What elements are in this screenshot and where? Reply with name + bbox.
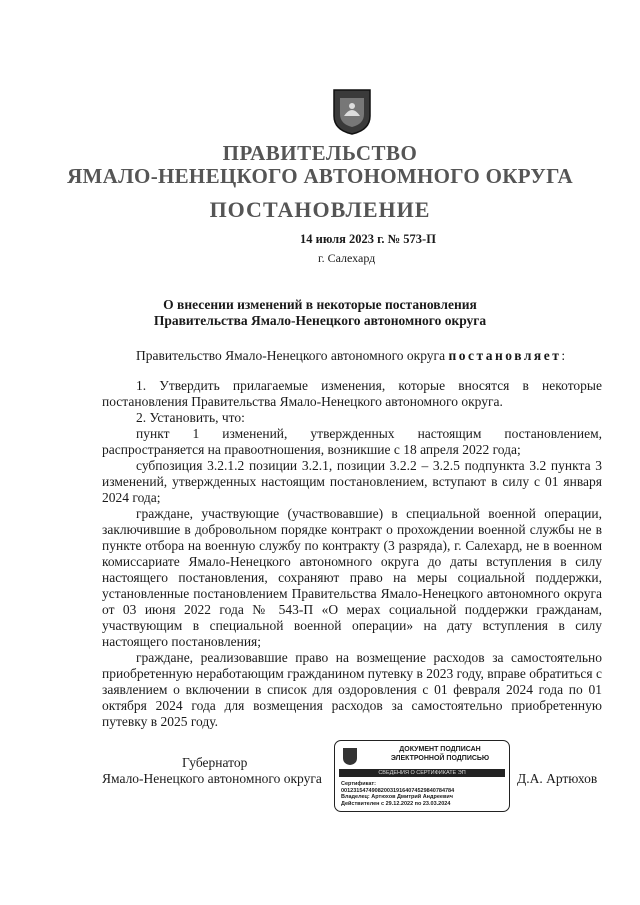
preamble: Правительство Ямало-Ненецкого автономного округа постановляет: [136,348,566,363]
stamp-details [341,781,454,807]
date-number: 14 июля 2023 г. № 573-П [300,232,436,246]
resolution-heading-line2: Правительства Ямало-Ненецкого автономного округа [153,313,487,328]
cert-validity: Действителен с 29.12.2022 по 23.03.2024 [341,800,451,807]
stamp-title-line1: ДОКУМЕНТ ПОДПИСАН [399,746,481,753]
stamp-title-line2: ЭЛЕКТРОННОЙ ПОДПИСЬЮ [390,755,490,762]
resolution-body [102,378,602,730]
signer-role-line1: Губернатор [182,755,248,770]
government-title-line2: ЯМАЛО-НЕНЕЦКОГО АВТОНОМНОГО ОКРУГА [67,164,573,188]
stamp-bar: СВЕДЕНИЯ О СЕРТИФИКАТЕ ЭП [339,769,505,777]
stamp-title [375,745,505,763]
stamp-emblem-icon [341,746,359,766]
city: г. Салехард [318,251,376,265]
paragraph-5: граждане, участвующие (участвовавшие) в специальной военной операции, заключившие в добровольном порядке контракт о прохождении военной службы не в пункте отбора на военную службу по контракту (3 разряда), г. Салехард, не в военном комиссариате Ямало-Ненецкого автономного округа до даты вступления в силу настоящего постановления, сохраняют право на меры социальной поддержки, установленные постановлением Правительства Ямало-Ненецкого автономного округа от 03 июня 2022 года № 543-П «О мерах социальной поддержки гражданам, участвующим в специальной военной операции» на дату вступления в силу настоящего постановления; [102,506,602,649]
government-title-line1: ПРАВИТЕЛЬСТВО [222,141,418,165]
signer-role-line2: Ямало-Ненецкого автономного округа [102,771,322,786]
paragraph-2: 2. Установить, что: [136,410,245,425]
electronic-signature-stamp [334,740,510,812]
coat-of-arms-emblem [330,86,374,136]
signer-name: Д.А. Артюхов [517,771,598,786]
cert-owner: Владелец: Артюхов Дмитрий Андреевич [341,794,453,800]
cert-number: 0012315474908200319164074529840784784 [341,787,455,794]
resolution-heading-line1: О внесении изменений в некоторые постановления [163,297,477,312]
paragraph-6: граждане, реализовавшие право на возмещение расходов за самостоятельно приобретенную неработающим гражданином путевку в 2023 году, вправе обратиться с заявлением о включении в список для оздоровления с 01 февраля 2024 года по 01 октября 2024 года для возмещения расходов за самостоятельно приобретенную путевку в 2025 году. [102,650,602,729]
cert-label: Сертификат: [341,781,376,787]
preamble-text: Правительство Ямало-Ненецкого автономного округа [136,348,446,363]
document-type-title: ПОСТАНОВЛЕНИЕ [209,197,431,222]
paragraph-3: пункт 1 изменений, утвержденных настоящим постановлением, распространяется на правоотношения, возникшие с 18 апреля 2022 года; [102,426,602,457]
paragraph-4: субпозиция 3.2.1.2 позиции 3.2.1, позиции 3.2.2 – 3.2.5 подпункта 3.2 пункта 3 изменений, утвержденных настоящим постановлением, вступают в силу с 01 января 2024 года; [102,458,602,505]
paragraph-1: 1. Утвердить прилагаемые изменения, которые вносятся в некоторые постановления Правительства Ямало-Ненецкого автономного округа. [102,378,602,409]
resolves-word: постановляет [448,348,562,363]
